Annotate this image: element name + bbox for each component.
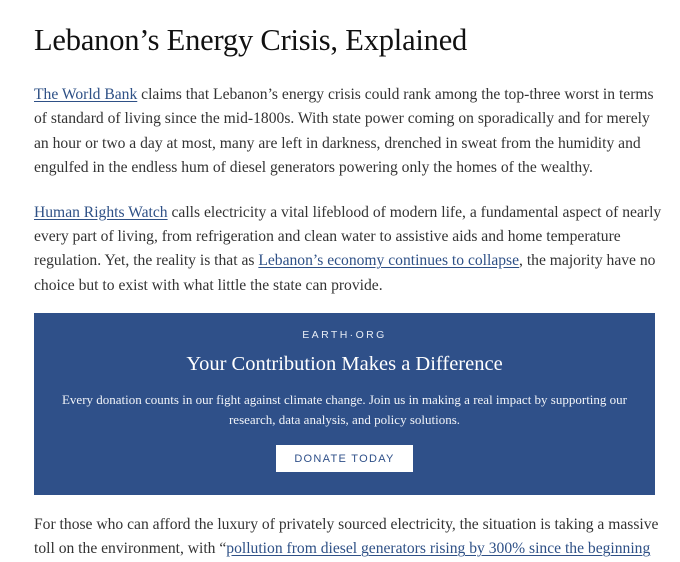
banner-description-line-2: research, data analysis, and policy solutions. xyxy=(228,412,461,427)
donate-button[interactable]: DONATE TODAY xyxy=(276,445,413,472)
pollution-link[interactable]: pollution from diesel generators rising by 300% since the beginning xyxy=(226,540,651,558)
paragraph-1-line-1 xyxy=(34,83,659,107)
page-title: Lebanon’s Energy Crisis, Explained xyxy=(34,23,468,57)
paragraph-1 xyxy=(34,83,659,181)
paragraph-1-line-2: of standard of living since the mid-1800s. With state power coming on sporadically and for merely xyxy=(34,110,650,128)
paragraph-2 xyxy=(34,201,662,299)
paragraph-1-line-3: an hour or two a day at most, many are left in darkness, drenched in sweat from the humidity and xyxy=(34,134,641,152)
paragraph-2-line-4: choice but to exist with what little the state can provide. xyxy=(34,276,383,294)
banner-description-line-1: Every donation counts in our fight against climate change. Join us in making a real impact by supporting our xyxy=(61,392,627,407)
paragraph-2-line-3 xyxy=(34,249,659,273)
world-bank-link[interactable]: The World Bank xyxy=(34,86,138,103)
paragraph-2-line-2: every part of living, from refrigeration and clean water to assistive aids and home temperature xyxy=(34,228,621,246)
brand-logo: EARTH·ORG xyxy=(302,329,387,341)
paragraph-2-text-1: calls electricity a vital lifeblood of modern life, a fundamental aspect of nearly xyxy=(167,203,662,221)
banner-title: Your Contribution Makes a Difference xyxy=(186,353,503,375)
paragraph-3-text-2: toll on the environment, with “ xyxy=(34,540,227,558)
paragraph-2-text-3a: regulation. Yet, the reality is that as xyxy=(34,252,259,270)
paragraph-1-line-4: engulfed in the endless hum of diesel generators powering only the homes of the wealthy. xyxy=(34,159,593,177)
donation-banner xyxy=(34,313,655,495)
banner-description xyxy=(54,390,635,430)
paragraph-2-line-1 xyxy=(34,201,662,225)
paragraph-3-line-2 xyxy=(34,537,674,561)
economy-collapse-link[interactable]: Lebanon’s economy continues to collapse xyxy=(258,252,520,270)
paragraph-3 xyxy=(34,513,674,562)
human-rights-watch-link[interactable]: Human Rights Watch xyxy=(34,203,168,221)
paragraph-3-line-1: For those who can afford the luxury of privately sourced electricity, the situation is taking a massive xyxy=(34,516,659,533)
paragraph-1-text-1: claims that Lebanon’s energy crisis could rank among the top-three worst in terms xyxy=(137,86,654,103)
article xyxy=(34,0,662,298)
paragraph-2-text-3b: , the majority have no xyxy=(519,252,656,270)
